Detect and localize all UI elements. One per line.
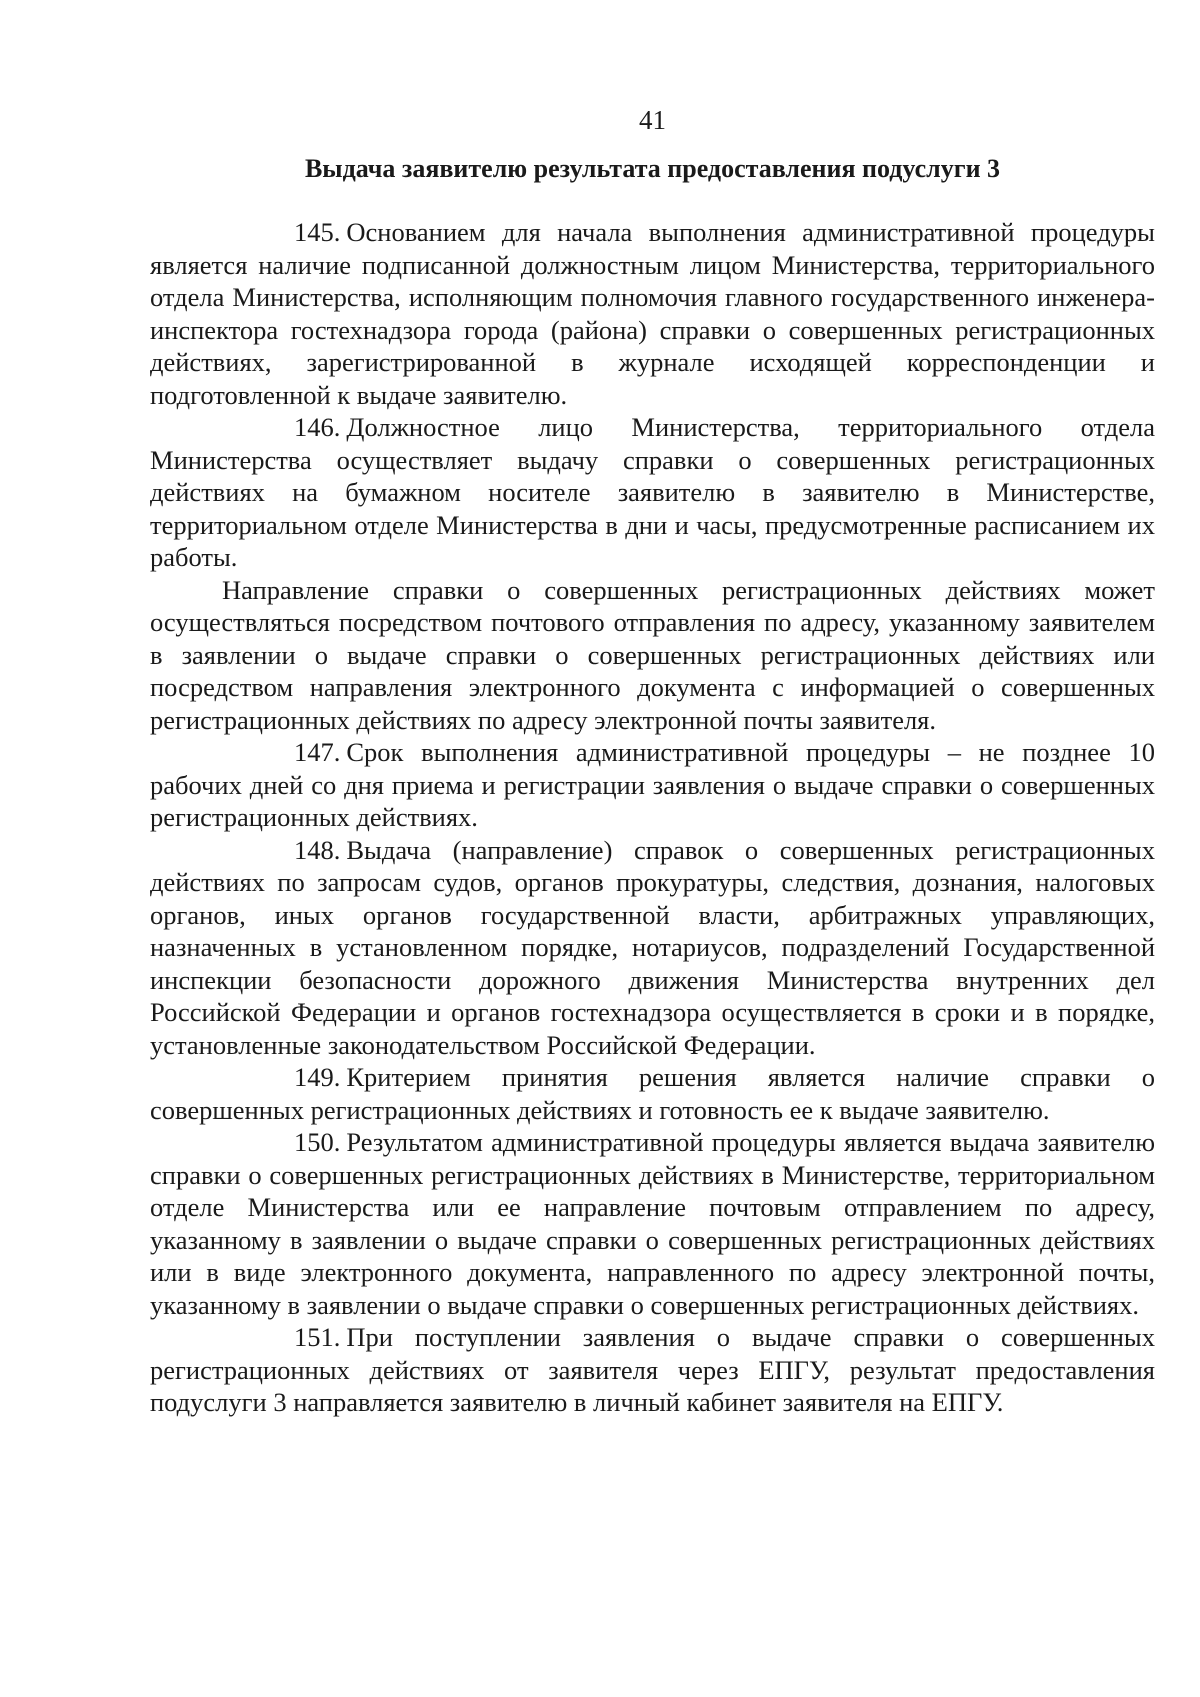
paragraph-text: Срок выполнения административной процедуры – не позднее 10 рабочих дней со дня приема и регистрации заявления о выдаче справки о совершенных регистрационных действиях. xyxy=(150,737,1155,832)
page-number: 41 xyxy=(639,105,666,135)
paragraph-text: Выдача (направление) справок о совершенных регистрационных действиях по запросам судов, органов прокуратуры, следствия, дознания, налоговых органов, иных органов государственной власти, арбитражных управляющих, назначенных в установленном порядке, нотариусов, подразделений Государственной инспекции безопасности дорожного движения Министерства внутренних дел Российской Федерации и органов гостехнадзора осуществляется в сроки и в порядке, установленные законодательством Российской Федерации. xyxy=(150,834,1155,1060)
paragraph-text: Основанием для начала выполнения административной процедуры является наличие подписанной должностным лицом Министерства, территориального отдела Министерства, исполняющим полномочия главного государственного инженера-инспектора гостехнадзора города (района) справки о совершенных регистрационных действиях, зарегистрированной в журнале исходящей корреспонденции и подготовленной к выдаче заявителю. xyxy=(150,217,1155,410)
paragraph-149 xyxy=(150,1061,1155,1126)
paragraph-150 xyxy=(150,1126,1155,1321)
section-title: Выдача заявителю результата предоставления подуслуги 3 xyxy=(304,154,1001,183)
paragraph-number: 148. xyxy=(294,834,341,865)
paragraph-145 xyxy=(150,216,1155,411)
paragraph-number: 146. xyxy=(294,412,341,442)
paragraph-number: 150. xyxy=(294,1127,341,1157)
paragraph-text: Результатом административной процедуры является выдача заявителю справки о совершенных регистрационных действиях в Министерстве, территориальном отделе Министерства или ее направление почтовым отправлением по адресу, указанному в заявлении о выдаче справки о совершенных регистрационных действиях или в виде электронного документа, направленного по адресу электронной почты, указанному в заявлении о выдаче справки о совершенных регистрационных действиях. xyxy=(150,1127,1155,1320)
paragraph-number: 147. xyxy=(294,737,341,767)
paragraph-151 xyxy=(150,1321,1155,1419)
paragraph-number: 145. xyxy=(294,217,341,247)
paragraph-text: Должностное лицо Министерства, территориального отдела Министерства осуществляет выдачу справки о совершенных регистрационных действиях на бумажном носителе заявителю в заявителю в Министерстве, территориальном отделе Министерства в дни и часы, предусмотренные расписанием их работы. xyxy=(150,412,1155,572)
paragraph-146 xyxy=(150,411,1155,574)
paragraph-text: Критерием принятия решения является наличие справки о совершенных регистрационных действиях и готовность ее к выдаче заявителю. xyxy=(150,1062,1155,1125)
paragraph-146-continued xyxy=(150,574,1155,737)
document-body xyxy=(150,216,1155,1419)
paragraph-text: При поступлении заявления о выдаче справки о совершенных регистрационных действиях от заявителя через ЕПГУ, результат предоставления подуслуги 3 направляется заявителю в личный кабинет заявителя на ЕПГУ. xyxy=(150,1322,1155,1417)
paragraph-number: 149. xyxy=(294,1062,341,1092)
paragraph-148 xyxy=(150,834,1155,1062)
paragraph-number: 151. xyxy=(294,1322,341,1352)
paragraph-147 xyxy=(150,736,1155,834)
paragraph-text: Направление справки о совершенных регистрационных действиях может осуществляться посредством почтового отправления по адресу, указанному заявителем в заявлении о выдаче справки о совершенных регистрационных действиях или посредством направления электронного документа с информацией о совершенных регистрационных действиях по адресу электронной почты заявителя. xyxy=(150,574,1155,735)
